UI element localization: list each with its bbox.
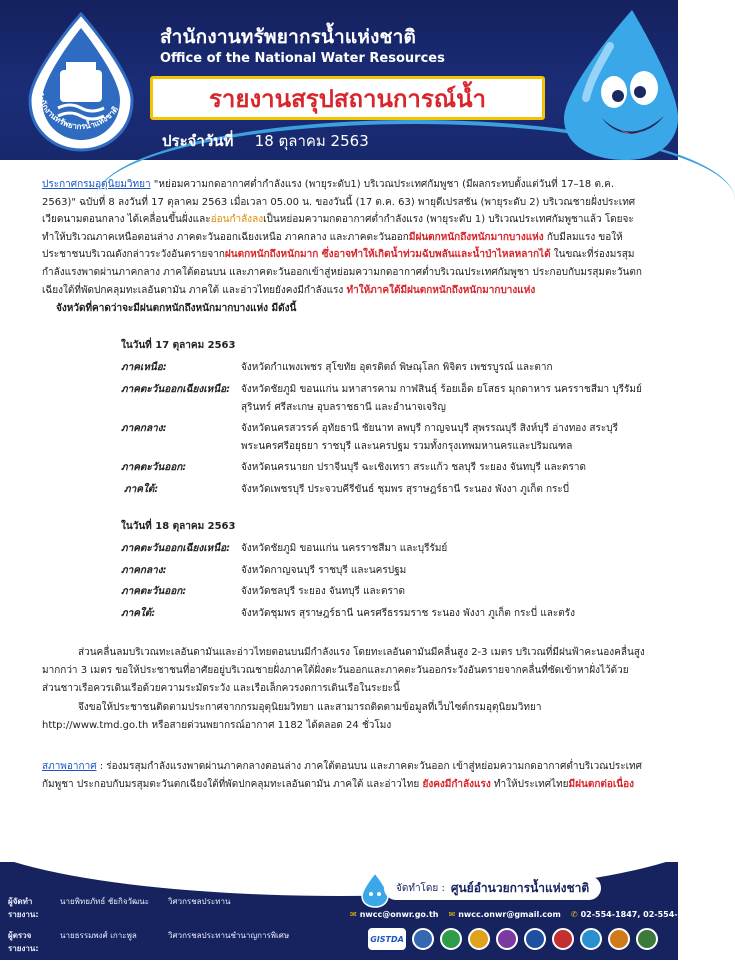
region-name: ภาคตะวันออก:	[121, 462, 187, 474]
email-icon: ✉	[448, 910, 456, 919]
forecast-day-title: ในวันที่ 17 ตุลาคม 2563	[121, 339, 236, 351]
contact-email-2[interactable]	[448, 910, 560, 919]
email-icon: ✉	[350, 910, 357, 919]
announcement-text-3: กับมีลมแรง ขอให้ประชาชนบริเวณดังกล่าวระวังอันตรายจาก	[42, 231, 623, 261]
region-row	[121, 459, 648, 477]
region-name: ภาคใต้:	[124, 483, 159, 495]
signature-title: วิศวกรชลประทานชำนาญการพิเศษ	[168, 931, 290, 940]
report-content	[42, 176, 648, 794]
announcement-text-4: ในขณะที่ร่องมรสุมกำลังแรงพาดผ่านภาคกลาง ภาคใต้ตอนบน และภาคตะวันออกเข้าสู่หย่อมความกดอากาศต่ำบริเวณประเทศกัมพูชา ประกอบกับมรสุมตะวันตกเฉียงใต้ที่พัดปกคลุมทะเลอันดามัน ภาคใต้ และอ่าวไทยยังคงมีกำลังแรง	[42, 249, 642, 296]
partner-logos	[368, 928, 664, 950]
announcement-paragraph	[42, 176, 648, 299]
region-row	[121, 420, 648, 455]
contact-email-1[interactable]	[350, 910, 438, 919]
region-name: ภาคตะวันออกเฉียงเหนือ:	[121, 383, 231, 395]
forecast-day-17	[121, 337, 648, 499]
water-drop-mascot-icon	[540, 6, 678, 160]
gistda-logo-icon: GISTDA	[368, 928, 406, 950]
region-name: ภาคตะวันออกเฉียงเหนือ:	[121, 543, 231, 555]
weather-strong-text: ยังคงมีกำลังแรง	[422, 779, 491, 791]
region-name: ภาคเหนือ:	[121, 362, 167, 374]
phone-text: 02-554-1847, 02-554-1800	[580, 910, 700, 919]
onwr-logo-icon	[22, 12, 140, 152]
follow-updates-paragraph: จึงขอให้ประชาชนติดตามประกาศจากกรมอุตุนิยมวิทยา และสามารถติดตามข้อมูลที่เว็บไซต์กรมอุตุนิยมวิทยา http://www.tmd.go.th หรือสายด่วนพยากรณ์อากาศ 1182 ได้ตลอด 24 ชั่วโมง	[42, 702, 542, 731]
announcement-warning-1: มีฝนตกหนักถึงหนักมากบางแห่ง	[408, 231, 544, 243]
region-provinces: จังหวัดนครสวรรค์ อุทัยธานี ชัยนาท ลพบุรี กาญจนบุรี สุพรรณบุรี สิงห์บุรี อ่างทอง สระบุรี พระนครศรีอยุธยา ราชบุรี และนครปฐม รวมทั้งกรุงเทพมหานครและปริมณฑล	[241, 423, 618, 452]
weather-summary-paragraph	[42, 758, 648, 793]
produced-by-name: ศูนย์อำนวยการน้ำแห่งชาติ	[450, 880, 590, 895]
region-provinces: จังหวัดชลบุรี ระยอง จันทบุรี และตราด	[241, 586, 406, 598]
partner-logo-icon	[524, 928, 546, 950]
partner-logo-icon	[468, 928, 490, 950]
region-provinces: จังหวัดชัยภูมิ ขอนแก่น นครราชสีมา และบุรีรัมย์	[241, 543, 448, 555]
signature-name: นายธรรมพงศ์ เกาะพูล	[60, 931, 137, 940]
wave-warning-paragraph: ส่วนคลื่นลมบริเวณทะเลอันดามันและอ่าวไทยตอนบนมีกำลังแรง โดยทะเลอันดามันมีคลื่นสูง 2-3 เมตร บริเวณที่มีฝนฟ้าคะนองคลื่นสูงมากกว่า 3 เมตร ขอให้ประชาชนที่อาศัยอยู่บริเวณชายฝั่งภาคใต้ฝั่งตะวันออกและภาคตะวันออกระวังอันตรายจากคลื่นที่ซัดเข้าหาฝั่งไว้ด้วย ส่วนชาวเรือควรเดินเรือด้วยความระมัดระวัง และเรือเล็กควรงดการเดินเรือในระยะนี้	[42, 647, 645, 694]
announcement-weakened-text: อ่อนกำลังลง	[210, 214, 264, 226]
report-date-value: 18 ตุลาคม 2563	[254, 132, 369, 150]
region-provinces: จังหวัดชัยภูมิ ขอนแก่น มหาสารคาม กาฬสินธุ์ ร้อยเอ็ด ยโสธร มุกดาหาร นครราชสีมา บุรีรัมย์ สุรินทร์ ศรีสะเกษ อุบลราชธานี และอำนาจเจริญ	[241, 383, 642, 413]
contact-info	[350, 910, 700, 919]
announcement-warning-3: ทำให้ภาคใต้มีฝนตกหนักถึงหนักมากบางแห่ง	[346, 284, 536, 296]
signatures	[8, 895, 308, 963]
announcement-text-2: เป็นหย่อมความกดอากาศต่ำกำลังแรง (พายุระดับ 1) บริเวณประเทศกัมพูชาแล้ว โดยจะทำให้บริเวณภาคเหนือตอนล่าง ภาคตะวันออกเฉียงเหนือ ภาคกลาง และภาคตะวันออก	[42, 214, 634, 243]
produced-by-label: จัดทำโดย :	[396, 882, 445, 894]
region-name: ภาคตะวันออก:	[121, 586, 187, 598]
region-name: ภาคใต้:	[121, 607, 156, 619]
weather-link[interactable]: สภาพอากาศ	[42, 761, 97, 773]
signature-name: นายพิทยภัทธ์ ชัยกิจวัฒนะ	[60, 897, 149, 906]
report-header	[0, 0, 678, 160]
weather-text-2: ทำให้ประเทศไทย	[490, 779, 569, 791]
report-date-label: ประจำวันที่	[162, 132, 234, 150]
region-provinces: จังหวัดนครนายก ปราจีนบุรี ฉะเชิงเทรา สระแก้ว ชลบุรี ระยอง จันทบุรี และตราด	[241, 462, 586, 474]
organization-name-english: Office of the National Water Resources	[160, 51, 445, 66]
region-provinces: จังหวัดชุมพร สุราษฎร์ธานี นครศรีธรรมราช ระนอง พังงา ภูเก็ต กระบี่ และตรัง	[241, 607, 576, 619]
region-row	[121, 605, 648, 623]
report-date	[162, 129, 369, 153]
partner-logo-icon	[440, 928, 462, 950]
region-row	[121, 583, 648, 601]
announcement-text-1: "หย่อมความกดอากาศต่ำกำลังแรง (พายุระดับ1) บริเวณประเทศกัมพูชา (มีผลกระทบตั้งแต่วันที่ 17–18 ต.ค. 2563)" ฉบับที่ 8 ลงวันที่ 17 ตุลาคม 2563 เมื่อเวลา 05.00 น. ของวันนี้ (17 ต.ค. 63) พายุดีเปรสชัน (พายุระดับ 2) บริเวณชายฝั่งประเทศเวียดนามตอนกลาง ได้เคลื่อนขึ้นฝั่งและ	[42, 179, 636, 226]
region-row	[121, 481, 648, 499]
region-row	[121, 381, 648, 416]
partner-logo-icon	[412, 928, 434, 950]
report-title: รายงานสรุปสถานการณ์น้ำ	[209, 84, 486, 113]
forecast-day-18	[121, 518, 648, 623]
partner-logo-icon	[552, 928, 574, 950]
tmd-announcement-link[interactable]: ประกาศกรมอุตุนิยมวิทยา	[42, 179, 151, 190]
signature-row	[8, 929, 308, 955]
partner-logo-icon	[608, 928, 630, 950]
weather-text-1: : ร่องมรสุมกำลังแรงพาดผ่านภาคกลางตอนล่าง ภาคใต้ตอนบน และภาคตะวันออก เข้าสู่หย่อมความกดอากาศต่ำบริเวณประเทศกัมพูชา ประกอบกับมรสุมตะวันตกเฉียงใต้ที่พัดปกคลุมทะเลอันดามัน ภาคใต้ และอ่าวไทย	[42, 761, 642, 791]
region-name: ภาคกลาง:	[121, 423, 167, 435]
region-row	[121, 359, 648, 377]
region-provinces: จังหวัดกาญจนบุรี ราชบุรี และนครปฐม	[241, 564, 407, 576]
phone-icon: ✆	[570, 910, 578, 919]
weather-continuous-rain-text: มีฝนตกต่อเนื่อง	[568, 779, 635, 791]
region-row	[121, 562, 648, 580]
signature-title: วิศวกรชลประทาน	[168, 897, 231, 906]
email-text: nwcc.onwr@gmail.com	[458, 910, 561, 919]
partner-logo-icon	[636, 928, 658, 950]
produced-by-badge	[384, 876, 601, 900]
announcement-warning-2: ฝนตกหนักถึงหนักมาก ซึ่งอาจทำให้เกิดน้ำท่วมฉับพลันและน้ำป่าไหลหลากได้	[224, 249, 551, 261]
region-name: ภาคกลาง:	[121, 564, 167, 576]
report-title-box	[150, 76, 545, 120]
email-text: nwcc@onwr.go.th	[359, 910, 439, 919]
region-provinces: จังหวัดเพชรบุรี ประจวบคีรีขันธ์ ชุมพร สุราษฎร์ธานี ระนอง พังงา ภูเก็ต กระบี่	[241, 483, 570, 495]
signature-role: ผู้จัดทำรายงาน:	[8, 897, 39, 919]
partner-logo-icon	[580, 928, 602, 950]
contact-phone[interactable]	[571, 910, 700, 919]
region-row	[121, 540, 648, 558]
region-provinces: จังหวัดกำแพงเพชร สุโขทัย อุตรดิตถ์ พิษณุโลก พิจิตร เพชรบูรณ์ และตาก	[241, 362, 553, 374]
report-footer	[0, 862, 700, 960]
provinces-heading: จังหวัดที่คาดว่าจะมีฝนตกหนักถึงหนักมากบางแห่ง มีดังนี้	[56, 303, 297, 315]
signature-role: ผู้ตรวจรายงาน:	[8, 931, 39, 953]
partner-logo-icon	[496, 928, 518, 950]
forecast-day-title: ในวันที่ 18 ตุลาคม 2563	[121, 520, 236, 532]
svg-text:สำนักงานทรัพยากรน้ำแห่งชาติ: สำนักงานทรัพยากรน้ำแห่งชาติ	[34, 90, 121, 132]
signature-row	[8, 895, 308, 921]
organization-name-thai: สำนักงานทรัพยากรน้ำแห่งชาติ	[160, 26, 417, 48]
